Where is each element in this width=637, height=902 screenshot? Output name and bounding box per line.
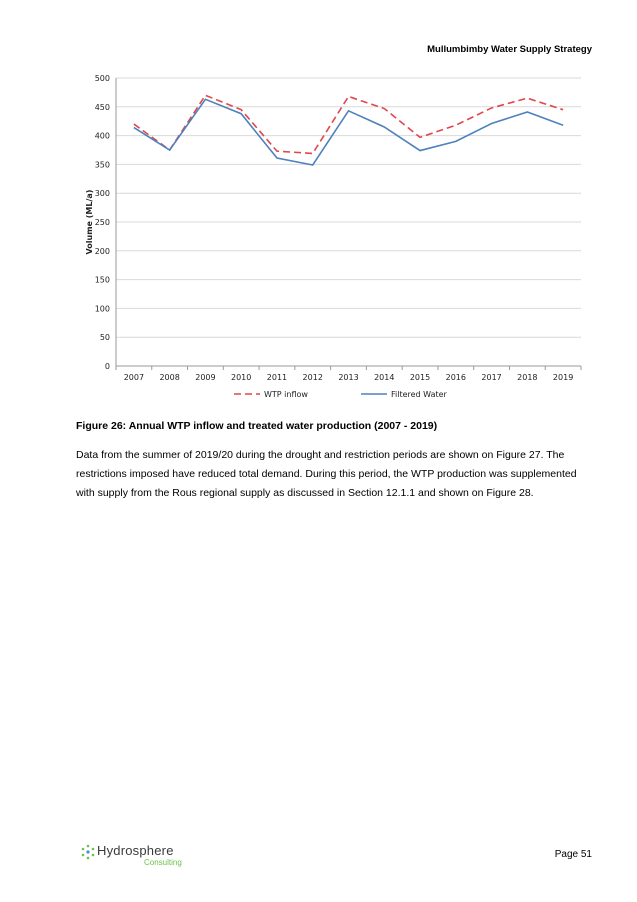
x-tick-label: 2008 xyxy=(159,373,180,382)
x-tick-label: 2018 xyxy=(517,373,538,382)
figure-caption: Figure 26: Annual WTP inflow and treated water production (2007 - 2019) xyxy=(76,420,438,432)
x-tick-label: 2019 xyxy=(552,373,574,382)
x-tick-label: 2010 xyxy=(231,373,252,382)
logo-subtitle: Consulting xyxy=(144,858,182,867)
page-number: Page 51 xyxy=(554,849,592,860)
y-tick-label: 200 xyxy=(94,246,110,256)
x-tick-label: 2007 xyxy=(123,373,145,382)
y-tick-label: 500 xyxy=(94,74,110,83)
x-tick-label: 2012 xyxy=(302,373,323,382)
y-tick-label: 400 xyxy=(94,131,110,141)
body-paragraph: Data from the summer of 2019/20 during the drought and restriction periods are shown on Figure 27. The restrictions imposed have reduced total demand. During this period, the WTP production was supplemented with supply from the Rous regional supply as discussed in Section 12.1.1 and shown on Figure 28. xyxy=(76,449,577,499)
legend-label: Filtered Water xyxy=(391,390,447,399)
logo-name: Hydrosphere xyxy=(97,843,174,858)
x-tick-label: 2017 xyxy=(481,373,502,382)
y-tick-label: 300 xyxy=(94,189,110,199)
document-header-title: Mullumbimby Water Supply Strategy xyxy=(427,44,592,55)
y-tick-label: 100 xyxy=(94,304,110,314)
x-tick-label: 2016 xyxy=(445,373,466,382)
y-tick-label: 50 xyxy=(99,333,110,343)
sparkle-logo-icon xyxy=(80,843,96,861)
y-tick-label: 450 xyxy=(94,102,110,112)
hydrosphere-logo xyxy=(80,841,200,871)
series-line-wtp-inflow xyxy=(134,95,563,153)
x-tick-label: 2009 xyxy=(195,373,216,382)
legend-label: WTP inflow xyxy=(264,390,308,399)
y-axis-label: Volume (ML/a) xyxy=(85,189,94,255)
x-tick-label: 2014 xyxy=(374,373,395,382)
annual-volume-line-chart xyxy=(76,66,596,406)
y-tick-label: 250 xyxy=(94,218,110,227)
series-line-filtered-water xyxy=(134,99,563,165)
x-tick-label: 2013 xyxy=(338,373,359,382)
x-tick-label: 2011 xyxy=(266,373,288,382)
y-tick-label: 150 xyxy=(94,275,110,285)
y-tick-label: 350 xyxy=(94,160,110,170)
x-tick-label: 2015 xyxy=(409,373,431,382)
y-tick-label: 0 xyxy=(104,362,110,371)
